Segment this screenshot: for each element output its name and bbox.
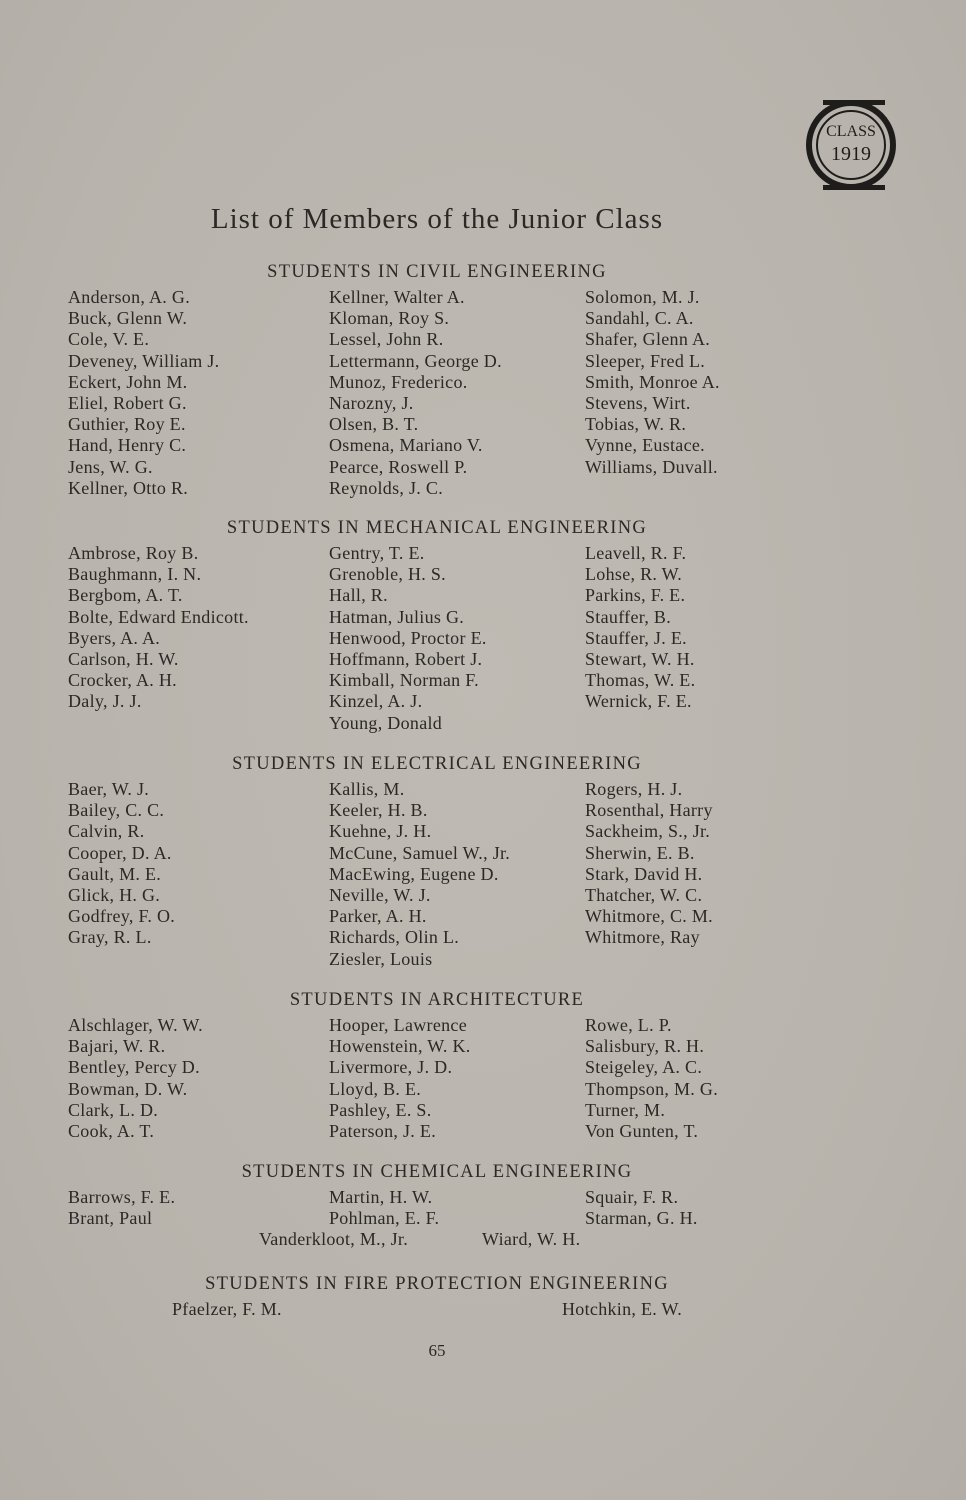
member-name: Ambrose, Roy B. bbox=[68, 543, 199, 563]
member-name: Hatman, Julius G. bbox=[329, 606, 465, 627]
member-name: Parkins, F. E. bbox=[585, 585, 686, 606]
member-name: Vanderkloot, M., Jr. bbox=[259, 1229, 408, 1249]
member-name: Howenstein, W. K. bbox=[329, 1036, 471, 1057]
member-name: Bajari, W. R. bbox=[68, 1036, 166, 1057]
member-name: Thompson, M. G. bbox=[585, 1078, 719, 1099]
member-name: Squair, F. R. bbox=[585, 1187, 679, 1207]
name-column bbox=[329, 1015, 471, 1142]
member-name: Lettermann, George D. bbox=[329, 350, 502, 371]
member-name: Gault, M. E. bbox=[68, 863, 162, 884]
member-name: Crocker, A. H. bbox=[68, 670, 177, 691]
name-column bbox=[585, 779, 713, 949]
member-name: Stark, David H. bbox=[585, 863, 703, 884]
member-name: Thatcher, W. C. bbox=[585, 885, 703, 906]
member-name: Eliel, Robert G. bbox=[68, 393, 187, 414]
member-name: Martin, H. W. bbox=[329, 1187, 433, 1207]
section-heading: STUDENTS IN CHEMICAL ENGINEERING bbox=[241, 1162, 633, 1182]
member-name: Deveney, William J. bbox=[68, 350, 220, 371]
member-name: Thomas, W. E. bbox=[585, 670, 696, 691]
member-name: Osmena, Mariano V. bbox=[329, 435, 483, 456]
member-name: Neville, W. J. bbox=[329, 885, 431, 906]
member-name: Shafer, Glenn A. bbox=[585, 329, 711, 350]
member-name: Cooper, D. A. bbox=[68, 842, 172, 863]
member-name: Kinzel, A. J. bbox=[329, 691, 423, 712]
member-name: Buck, Glenn W. bbox=[68, 308, 188, 329]
member-name: Eckert, John M. bbox=[68, 371, 188, 392]
member-name: Stewart, W. H. bbox=[585, 649, 695, 670]
member-name: Parker, A. H. bbox=[329, 906, 427, 927]
member-name: Sandahl, C. A. bbox=[585, 308, 694, 329]
section-heading: STUDENTS IN ELECTRICAL ENGINEERING bbox=[232, 754, 642, 774]
member-name: Keeler, H. B. bbox=[329, 800, 428, 821]
name-column bbox=[329, 779, 510, 970]
member-name: Barrows, F. E. bbox=[68, 1187, 176, 1207]
member-name: Lessel, John R. bbox=[329, 329, 444, 350]
member-name: Calvin, R. bbox=[68, 821, 145, 842]
name-column bbox=[585, 1015, 718, 1142]
member-name: Godfrey, F. O. bbox=[68, 906, 176, 927]
member-name: Kellner, Walter A. bbox=[329, 287, 465, 307]
member-name: Solomon, M. J. bbox=[585, 287, 700, 307]
member-name: Kallis, M. bbox=[329, 779, 405, 799]
name-column bbox=[68, 543, 249, 713]
member-name: Reynolds, J. C. bbox=[329, 477, 444, 498]
member-name: Salisbury, R. H. bbox=[585, 1036, 705, 1057]
member-name: Stauffer, B. bbox=[585, 606, 672, 627]
member-name: Lohse, R. W. bbox=[585, 564, 683, 585]
member-name: Hoffmann, Robert J. bbox=[329, 649, 483, 670]
member-name: Whitmore, Ray bbox=[585, 927, 700, 948]
member-name: MacEwing, Eugene D. bbox=[329, 863, 499, 884]
member-name: Hotchkin, E. W. bbox=[562, 1299, 682, 1319]
section-heading: STUDENTS IN ARCHITECTURE bbox=[289, 990, 585, 1010]
member-name: Lloyd, B. E. bbox=[329, 1078, 422, 1099]
member-name: Paterson, J. E. bbox=[329, 1121, 436, 1142]
member-name: Jens, W. G. bbox=[68, 456, 153, 477]
member-name: Turner, M. bbox=[585, 1099, 666, 1120]
name-column bbox=[585, 543, 695, 713]
member-name: Bailey, C. C. bbox=[68, 800, 165, 821]
member-name: Smith, Monroe A. bbox=[585, 371, 720, 392]
member-name: Pearce, Roswell P. bbox=[329, 456, 468, 477]
member-name: Williams, Duvall. bbox=[585, 456, 718, 477]
member-name: Bergbom, A. T. bbox=[68, 585, 183, 606]
member-name: Tobias, W. R. bbox=[585, 414, 687, 435]
section-heading: STUDENTS IN MECHANICAL ENGINEERING bbox=[226, 518, 648, 538]
member-name: Von Gunten, T. bbox=[585, 1121, 699, 1142]
name-column bbox=[68, 287, 219, 499]
member-name: Guthier, Roy E. bbox=[68, 414, 186, 435]
member-name: Brant, Paul bbox=[68, 1208, 153, 1229]
member-name: Rogers, H. J. bbox=[585, 779, 683, 799]
member-name: Hooper, Lawrence bbox=[329, 1015, 468, 1035]
member-name: Baughmann, I. N. bbox=[68, 564, 202, 585]
member-name: Starman, G. H. bbox=[585, 1208, 698, 1229]
name-column bbox=[585, 1187, 698, 1229]
member-name: Hall, R. bbox=[329, 585, 388, 606]
page-number: 65 bbox=[428, 1341, 446, 1360]
member-name: Daly, J. J. bbox=[68, 691, 142, 712]
member-name: Gray, R. L. bbox=[68, 927, 152, 948]
member-name: Stevens, Wirt. bbox=[585, 393, 691, 414]
member-name: Kimball, Norman F. bbox=[329, 670, 479, 691]
member-name: Cole, V. E. bbox=[68, 329, 150, 350]
member-name: Livermore, J. D. bbox=[329, 1057, 453, 1078]
member-name: Sleeper, Fred L. bbox=[585, 350, 706, 371]
member-name: Munoz, Frederico. bbox=[329, 371, 468, 392]
section-heading: STUDENTS IN CIVIL ENGINEERING bbox=[267, 262, 607, 282]
member-name: Glick, H. G. bbox=[68, 885, 161, 906]
name-column bbox=[329, 543, 487, 734]
member-name: McCune, Samuel W., Jr. bbox=[329, 842, 511, 863]
member-name: Byers, A. A. bbox=[68, 627, 161, 648]
member-name: Wernick, F. E. bbox=[585, 691, 692, 712]
member-name: Henwood, Proctor E. bbox=[329, 627, 487, 648]
name-column bbox=[329, 1187, 439, 1229]
class-1919-seal-logo bbox=[803, 98, 899, 192]
member-name: Hand, Henry C. bbox=[68, 435, 187, 456]
member-name: Cook, A. T. bbox=[68, 1121, 155, 1142]
member-name: Leavell, R. F. bbox=[585, 543, 687, 563]
member-name: Grenoble, H. S. bbox=[329, 564, 446, 585]
member-name: Whitmore, C. M. bbox=[585, 906, 713, 927]
name-column bbox=[68, 1015, 203, 1142]
member-name: Bowman, D. W. bbox=[68, 1078, 188, 1099]
member-name: Kloman, Roy S. bbox=[329, 308, 450, 329]
member-name: Alschlager, W. W. bbox=[68, 1015, 203, 1035]
section-heading: STUDENTS IN FIRE PROTECTION ENGINEERING bbox=[205, 1274, 669, 1294]
member-name: Carlson, H. W. bbox=[68, 649, 179, 670]
member-name: Bentley, Percy D. bbox=[68, 1057, 200, 1078]
member-name: Sherwin, E. B. bbox=[585, 842, 695, 863]
member-name: Anderson, A. G. bbox=[68, 287, 190, 307]
page-title: List of Members of the Junior Class bbox=[210, 203, 664, 235]
member-name: Gentry, T. E. bbox=[329, 543, 425, 563]
member-name: Steigeley, A. C. bbox=[585, 1057, 703, 1078]
member-name: Sackheim, S., Jr. bbox=[585, 821, 711, 842]
name-column bbox=[329, 287, 502, 499]
member-name: Wiard, W. H. bbox=[482, 1229, 581, 1249]
svg-text:CLASS: CLASS bbox=[826, 123, 876, 140]
member-name: Olsen, B. T. bbox=[329, 414, 419, 435]
member-name: Rowe, L. P. bbox=[585, 1015, 672, 1035]
member-name: Pashley, E. S. bbox=[329, 1099, 432, 1120]
member-name: Kellner, Otto R. bbox=[68, 477, 189, 498]
member-name: Vynne, Eustace. bbox=[585, 435, 705, 456]
name-column bbox=[68, 779, 175, 949]
member-name: Richards, Olin L. bbox=[329, 927, 460, 948]
member-name: Young, Donald bbox=[329, 712, 443, 733]
member-name: Stauffer, J. E. bbox=[585, 627, 687, 648]
member-name: Kuehne, J. H. bbox=[329, 821, 432, 842]
member-name: Pohlman, E. F. bbox=[329, 1208, 440, 1229]
member-name: Rosenthal, Harry bbox=[585, 800, 713, 821]
name-column bbox=[585, 287, 720, 478]
member-name: Bolte, Edward Endicott. bbox=[68, 606, 249, 627]
name-column bbox=[68, 1187, 175, 1229]
member-name: Baer, W. J. bbox=[68, 779, 150, 799]
member-name: Ziesler, Louis bbox=[329, 948, 433, 969]
member-name: Clark, L. D. bbox=[68, 1099, 159, 1120]
member-name: Pfaelzer, F. M. bbox=[172, 1299, 282, 1319]
svg-text:1919: 1919 bbox=[831, 143, 871, 165]
member-name: Narozny, J. bbox=[329, 393, 414, 414]
